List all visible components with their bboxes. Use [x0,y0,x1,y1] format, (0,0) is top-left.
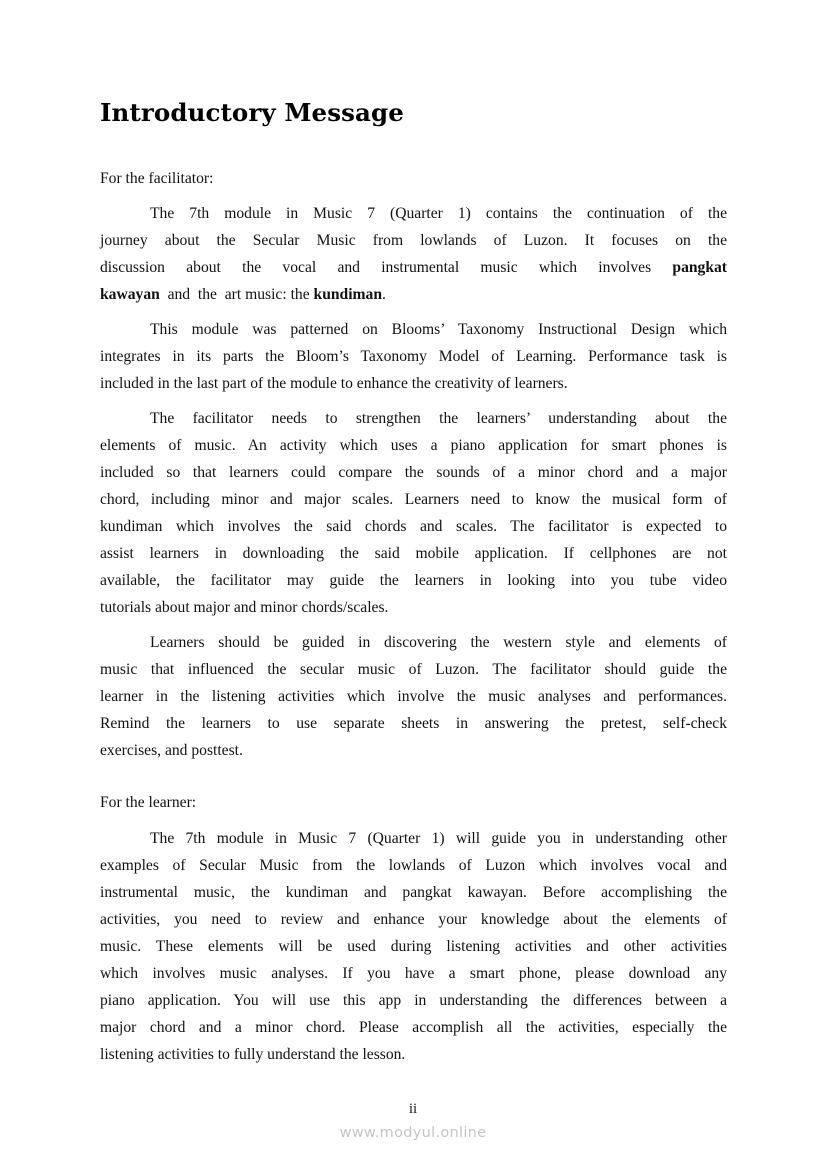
text-line: included so that learners could compare the sounds of a minor chord and a major [100,464,727,481]
page-number: ii [408,1101,418,1117]
text-line: tutorials about major and minor chords/scales. [100,599,389,616]
text-line [100,281,727,308]
facilitator-paragraph-3 [100,405,727,621]
text-segment: and the art music: the [159,286,314,303]
text-line: kundiman which involves the said chords and scales. The facilitator is expected to [100,518,727,535]
text-line [100,254,727,281]
text-line: chord, including minor and major scales. Learners need to know the musical form of [100,491,727,508]
text-line: elements of music. An activity which uses a piano application for smart phones is [100,437,727,454]
text-line: music that influenced the secular music of Luzon. The facilitator should guide the [100,661,727,678]
text-line: journey about the Secular Music from lowlands of Luzon. It focuses on the [100,232,727,249]
text-segment: . [382,286,386,303]
text-line: This module was patterned on Blooms’ Taxonomy Instructional Design which [150,321,727,338]
text-line: piano application. You will use this app in understanding the differences between a [100,992,727,1009]
text-line: The 7th module in Music 7 (Quarter 1) will guide you in understanding other [150,830,727,847]
text-line: major chord and a minor chord. Please accomplish all the activities, especially the [100,1019,727,1036]
text-line: Learners should be guided in discovering the western style and elements of [150,634,727,651]
learner-section-label: For the learner: [100,794,197,811]
page-title: Introductory Message [100,98,404,127]
facilitator-section-label: For the facilitator: [100,170,214,187]
text-line: activities, you need to review and enhance your knowledge about the elements of [100,911,727,928]
facilitator-paragraph-4 [100,629,727,764]
text-line: The 7th module in Music 7 (Quarter 1) contains the continuation of the [150,205,727,222]
text-line: which involves music analyses. If you have a smart phone, please download any [100,965,727,982]
bold-term-kawayan: kawayan [100,286,160,303]
learner-paragraph-1 [100,825,727,1068]
text-line: examples of Secular Music from the lowlands of Luzon which involves vocal and [100,857,727,874]
text-line: listening activities to fully understand the lesson. [100,1046,406,1063]
text-segment: discussion about the vocal and instrumental music which involves [100,259,673,276]
text-line: Remind the learners to use separate sheets in answering the pretest, self-check [100,715,727,732]
text-line: integrates in its parts the Bloom’s Taxonomy Model of Learning. Performance task is [100,348,727,365]
text-line: music. These elements will be used during listening activities and other activities [100,938,727,955]
bold-term-pangkat: pangkat [672,259,727,276]
text-line: assist learners in downloading the said mobile application. If cellphones are not [100,545,727,562]
watermark: www.modyul.online [339,1125,487,1141]
facilitator-paragraph-1 [100,200,727,308]
text-line: instrumental music, the kundiman and pangkat kawayan. Before accomplishing the [100,884,727,901]
bold-term-kundiman: kundiman [313,286,383,303]
text-line: The facilitator needs to strengthen the learners’ understanding about the [150,410,727,427]
text-line: exercises, and posttest. [100,742,243,759]
text-line: included in the last part of the module to enhance the creativity of learners. [100,375,568,392]
text-line: available, the facilitator may guide the learners in looking into you tube video [100,572,727,589]
facilitator-paragraph-2 [100,316,727,397]
text-line: learner in the listening activities which involve the music analyses and performances. [100,688,727,705]
